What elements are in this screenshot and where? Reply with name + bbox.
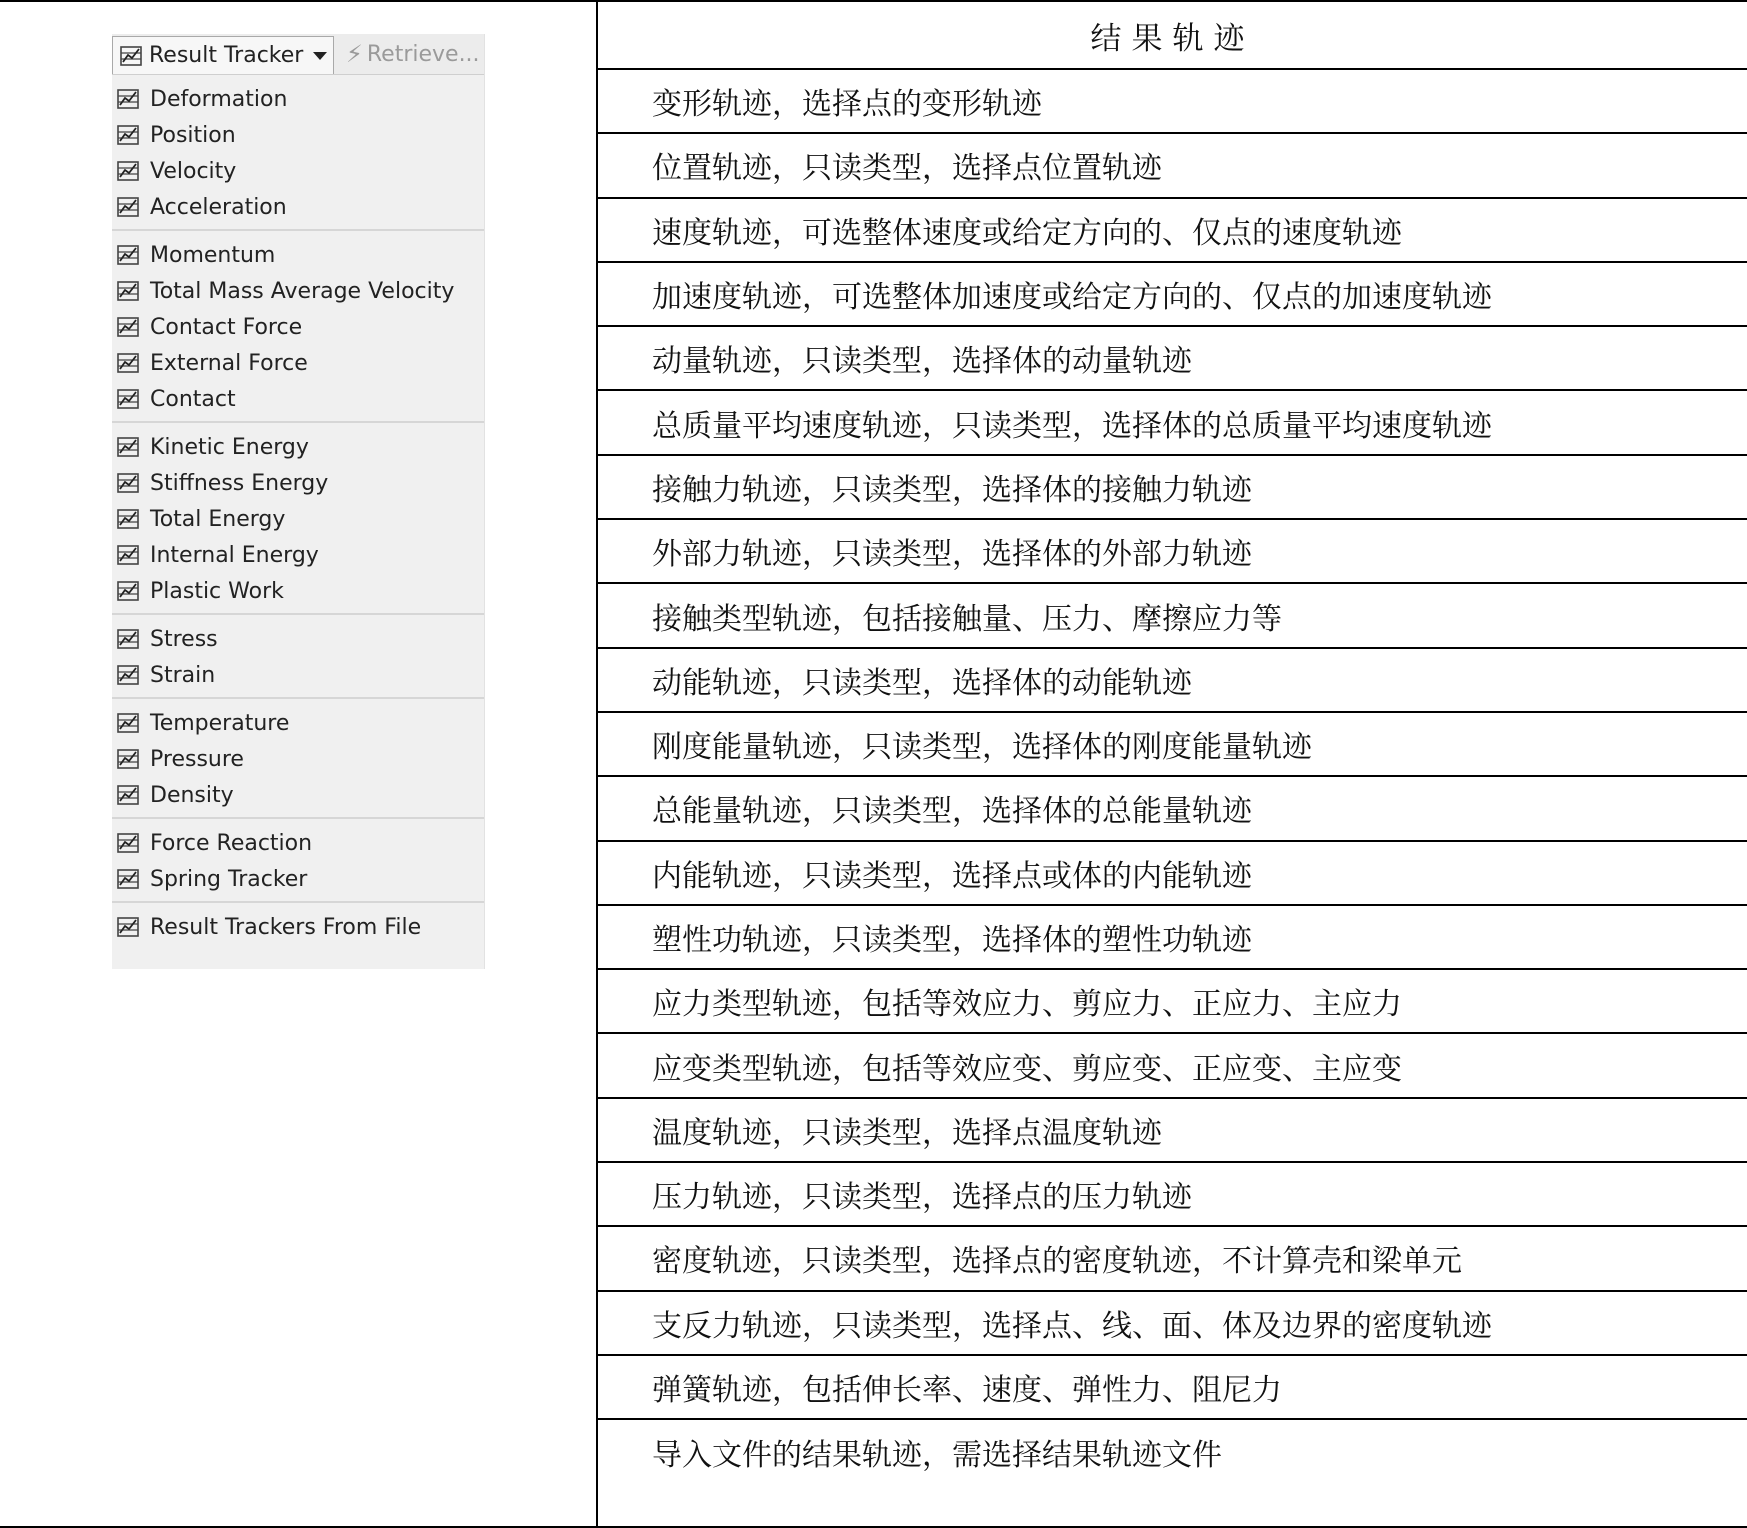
menu-item-label: Contact Force: [150, 314, 303, 340]
result-tracker-icon: [116, 867, 140, 891]
menu-item[interactable]: [112, 345, 484, 381]
result-tracker-icon: [116, 315, 140, 339]
table-row: 刚度能量轨迹，只读类型，选择体的刚度能量轨迹: [598, 713, 1747, 777]
table-row: 变形轨迹，选择点的变形轨迹: [598, 70, 1747, 134]
table-row: 导入文件的结果轨迹，需选择结果轨迹文件: [652, 1438, 1222, 1474]
menu-item-label: Total Mass Average Velocity: [150, 278, 455, 304]
table-body: [598, 70, 1747, 1485]
result-tracker-icon: [116, 387, 140, 411]
table-row: 接触类型轨迹，包括接触量、压力、摩擦应力等: [598, 584, 1747, 648]
result-tracker-icon: [116, 711, 140, 735]
menu-item[interactable]: [112, 537, 484, 573]
menu-group: [112, 819, 484, 903]
result-tracker-icon: [116, 579, 140, 603]
table-row: 接触力轨迹，只读类型，选择体的接触力轨迹: [598, 456, 1747, 520]
result-tracker-icon: [116, 507, 140, 531]
menu-item[interactable]: [112, 237, 484, 273]
result-tracker-label: Result Tracker: [149, 43, 304, 68]
table-row: 应变类型轨迹，包括等效应变、剪应变、正应变、主应变: [598, 1034, 1747, 1098]
menu-item-label: Plastic Work: [150, 578, 284, 604]
result-tracker-icon: [116, 435, 140, 459]
table-row: 位置轨迹，只读类型，选择点位置轨迹: [598, 134, 1747, 198]
table-row: 加速度轨迹，可选整体加速度或给定方向的、仅点的加速度轨迹: [598, 263, 1747, 327]
menu-group: [112, 75, 484, 231]
result-tracker-dropdown-button[interactable]: [112, 36, 334, 74]
menu-groups: [112, 75, 484, 949]
table-row: 动能轨迹，只读类型，选择体的动能轨迹: [598, 649, 1747, 713]
menu-item[interactable]: [112, 153, 484, 189]
menu-item[interactable]: [112, 777, 484, 813]
menu-item-label: Stiffness Energy: [150, 470, 329, 496]
result-tracker-menu: [112, 34, 485, 969]
menu-item[interactable]: [112, 81, 484, 117]
result-tracker-icon: [116, 543, 140, 567]
menu-item[interactable]: [112, 381, 484, 417]
menu-item-label: Deformation: [150, 86, 288, 112]
table-row: 弹簧轨迹，包括伸长率、速度、弹性力、阻尼力: [598, 1356, 1747, 1420]
menu-group: [112, 615, 484, 699]
menu-item-label: Velocity: [150, 158, 237, 184]
menu-item-label: Total Energy: [150, 506, 286, 532]
menu-item-label: Position: [150, 122, 236, 148]
result-tracker-icon: [116, 915, 140, 939]
menu-item[interactable]: [112, 861, 484, 897]
menu-item-label: Acceleration: [150, 194, 287, 220]
result-tracker-icon: [116, 279, 140, 303]
table-row: 塑性功轨迹，只读类型，选择体的塑性功轨迹: [598, 906, 1747, 970]
lightning-icon: ⚡: [346, 40, 363, 68]
menu-item-label: Result Trackers From File: [150, 914, 422, 940]
menu-item-label: Density: [150, 782, 234, 808]
menu-item[interactable]: [112, 909, 484, 945]
menu-item-label: Spring Tracker: [150, 866, 308, 892]
menu-item-label: Force Reaction: [150, 830, 313, 856]
result-tracker-icon: [116, 87, 140, 111]
table-header: 结果轨迹: [598, 2, 1747, 70]
menu-item-label: Strain: [150, 662, 216, 688]
menu-item-label: Temperature: [150, 710, 290, 736]
menu-item[interactable]: [112, 621, 484, 657]
menu-item-label: Pressure: [150, 746, 244, 772]
result-tracker-icon: [116, 159, 140, 183]
menu-item[interactable]: [112, 573, 484, 609]
retrieve-button[interactable]: [346, 40, 480, 68]
table-row: 总能量轨迹，只读类型，选择体的总能量轨迹: [598, 777, 1747, 841]
table-row: 速度轨迹，可选整体速度或给定方向的、仅点的速度轨迹: [598, 199, 1747, 263]
menu-item[interactable]: [112, 825, 484, 861]
table-row: 动量轨迹，只读类型，选择体的动量轨迹: [598, 327, 1747, 391]
menu-group: [112, 903, 484, 949]
menu-item-label: Momentum: [150, 242, 276, 268]
menu-item-label: External Force: [150, 350, 308, 376]
table-row: 支反力轨迹，只读类型，选择点、线、面、体及边界的密度轨迹: [598, 1292, 1747, 1356]
result-tracker-icon: [116, 783, 140, 807]
result-tracker-icon: [116, 195, 140, 219]
result-tracker-table: [598, 2, 1747, 1526]
menu-item[interactable]: [112, 501, 484, 537]
result-tracker-icon: [116, 831, 140, 855]
result-tracker-icon: [116, 627, 140, 651]
menu-item-label: Internal Energy: [150, 542, 319, 568]
result-tracker-icon: [116, 663, 140, 687]
table-row: 内能轨迹，只读类型，选择点或体的内能轨迹: [598, 842, 1747, 906]
menu-item-label: Stress: [150, 626, 218, 652]
result-tracker-icon: [116, 471, 140, 495]
table-row: 压力轨迹，只读类型，选择点的压力轨迹: [598, 1163, 1747, 1227]
menu-item[interactable]: [112, 741, 484, 777]
result-tracker-icon: [116, 123, 140, 147]
menu-item[interactable]: [112, 705, 484, 741]
menu-item[interactable]: [112, 273, 484, 309]
menu-group: [112, 699, 484, 819]
result-tracker-icon: [116, 243, 140, 267]
menu-item-label: Kinetic Energy: [150, 434, 309, 460]
chevron-down-icon: [313, 52, 327, 60]
result-tracker-icon: [119, 44, 143, 68]
retrieve-label: Retrieve...: [366, 41, 480, 67]
table-row: 密度轨迹，只读类型，选择点的密度轨迹，不计算壳和梁单元: [598, 1227, 1747, 1291]
menu-toolbar: [112, 34, 484, 75]
table-row: 总质量平均速度轨迹，只读类型，选择体的总质量平均速度轨迹: [598, 391, 1747, 455]
menu-group: [112, 423, 484, 615]
menu-item-label: Contact: [150, 386, 236, 412]
menu-item[interactable]: [112, 189, 484, 225]
menu-item[interactable]: [112, 309, 484, 345]
table-row: 外部力轨迹，只读类型，选择体的外部力轨迹: [598, 520, 1747, 584]
menu-item[interactable]: [112, 465, 484, 501]
menu-item[interactable]: [112, 429, 484, 465]
menu-item[interactable]: [112, 117, 484, 153]
table-row: 温度轨迹，只读类型，选择点温度轨迹: [598, 1099, 1747, 1163]
result-tracker-icon: [116, 747, 140, 771]
result-tracker-icon: [116, 351, 140, 375]
table-row: 应力类型轨迹，包括等效应力、剪应力、正应力、主应力: [598, 970, 1747, 1034]
menu-item[interactable]: [112, 657, 484, 693]
menu-group: [112, 231, 484, 423]
